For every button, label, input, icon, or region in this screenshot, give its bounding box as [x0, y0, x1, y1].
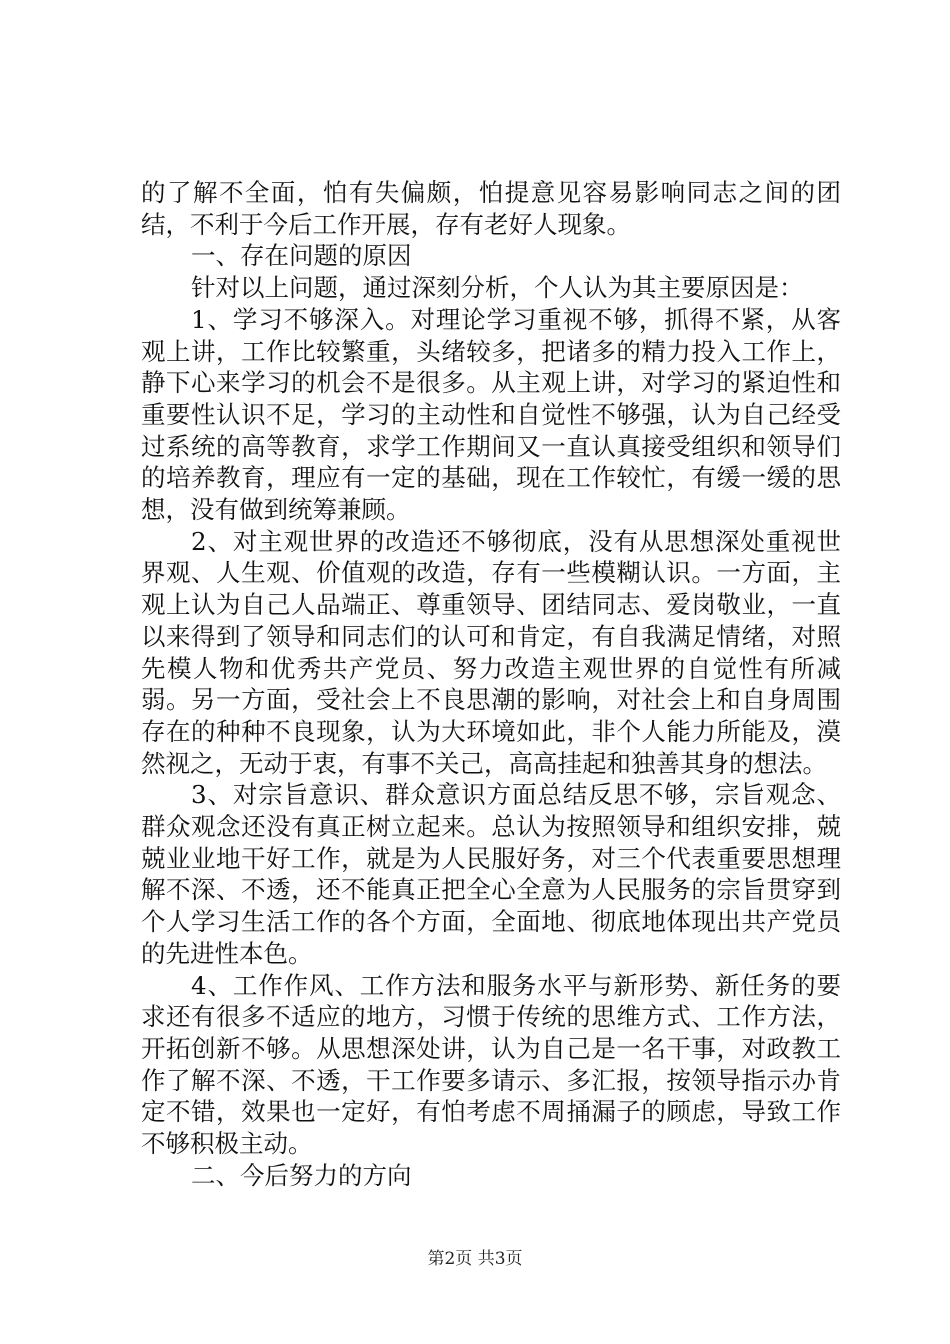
page-number-footer: 第2页 共3页 [427, 1249, 523, 1269]
paragraph-continuation: 的了解不全面，怕有失偏颇，怕提意见容易影响同志之间的团结，不利于今后工作开展，存有老好人现象。 [141, 178, 841, 239]
document-body [141, 177, 841, 1192]
paragraph-item-1: 1、学习不够深入。对理论学习重视不够，抓得不紧，从客观上讲，工作比较繁重，头绪较多，把诸多的精力投入工作上，静下心来学习的机会不是很多。从主观上讲，对学习的紧迫性和重要性认识不足，学习的主动性和自觉性不够强，认为自己经受过系统的高等教育，求学工作期间又一直认真接受组织和领导们的培养教育，理应有一定的基础，现在工作较忙，有缓一缓的思想，没有做到统筹兼顾。 [141, 304, 841, 525]
paragraph-intro: 针对以上问题，通过深刻分析，个人认为其主要原因是： [191, 273, 804, 303]
paragraph-item-2: 2、对主观世界的改造还不够彻底，没有从思想深处重视世界观、人生观、价值观的改造，存有一些模糊认识。一方面，主观上认为自己人品端正、尊重领导、团结同志、爱岗敬业，一直以来得到了领导和同志们的认可和肯定，有自我满足情绪，对照先模人物和优秀共产党员、努力改造主观世界的自觉性有所减弱。另一方面，受社会上不良思潮的影响，对社会上和自身周围存在的种种不良现象，认为大环境如此，非个人能力所能及，漠然视之，无动于衷，有事不关己，高高挂起和独善其身的想法。 [141, 526, 841, 778]
section-heading-direction: 二、今后努力的方向 [191, 1160, 412, 1190]
paragraph-item-4: 4、工作作风、工作方法和服务水平与新形势、新任务的要求还有很多不适应的地方，习惯于传统的思维方式、工作方法，开拓创新不够。从思想深处讲，认为自己是一名干事，对政教工作了解不深、不透，干工作要多请示、多汇报，按领导指示办肯定不错，效果也一定好，有怕考虑不周捅漏子的顾虑，导致工作不够积极主动。 [141, 970, 841, 1159]
paragraph-item-3: 3、对宗旨意识、群众意识方面总结反思不够，宗旨观念、群众观念还没有真正树立起来。总认为按照领导和组织安排，兢兢业业地干好工作，就是为人民服好务，对三个代表重要思想理解不深、不透，还不能真正把全心全意为人民服务的宗旨贯穿到个人学习生活工作的各个方面，全面地、彻底地体现出共产党员的先进性本色。 [141, 780, 841, 968]
section-heading-causes: 一、存在问题的原因 [191, 241, 412, 271]
